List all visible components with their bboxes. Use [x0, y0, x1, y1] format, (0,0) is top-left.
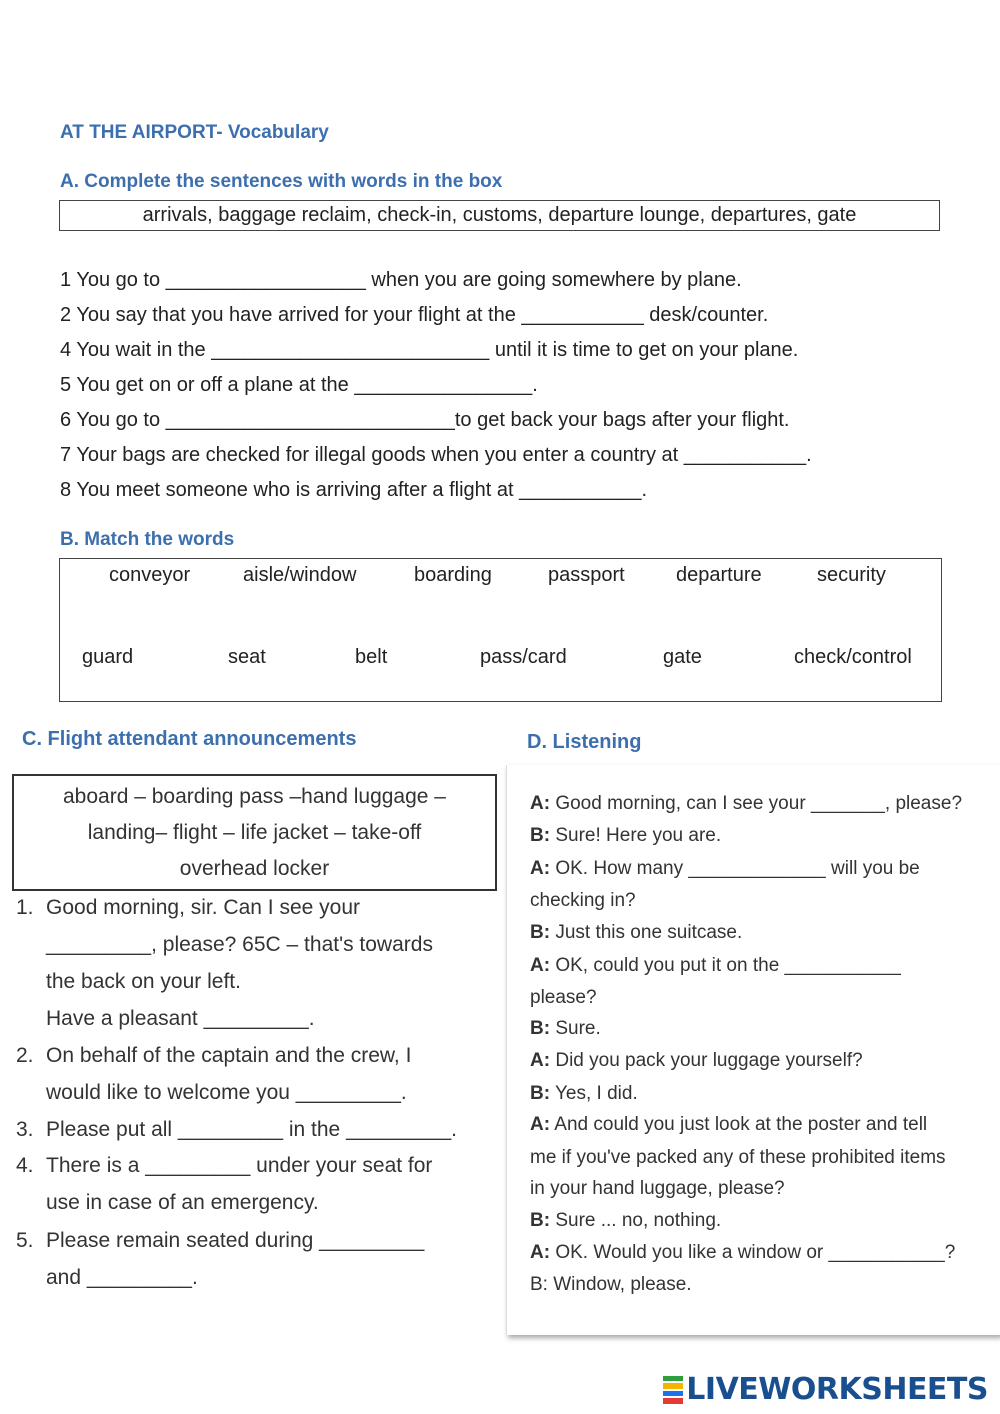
dialogue-line — [530, 793, 962, 815]
dialogue-line — [530, 1178, 785, 1200]
speaker: A: — [530, 1050, 551, 1071]
dialogue-text: Just this one suitcase. — [550, 922, 743, 943]
speaker: B: — [530, 1083, 551, 1104]
dialogue-line — [530, 890, 636, 912]
liveworksheets-logo[interactable] — [663, 1372, 988, 1407]
dialogue-line — [530, 1147, 946, 1169]
section-c-heading: C. Flight attendant announcements — [22, 728, 357, 750]
section-a-wordbox: arrivals, baggage reclaim, check-in, customs, departure lounge, departures, gate — [59, 200, 940, 231]
dialogue-text: Did you pack your luggage yourself? — [550, 1050, 863, 1071]
speaker: B: — [530, 1018, 551, 1039]
dialogue-text: And could you just look at the poster and tell — [550, 1114, 928, 1135]
section-b-wordbox — [59, 558, 942, 702]
dialogue-line — [530, 1210, 721, 1232]
dialogue-line — [530, 1018, 601, 1040]
sentence-4: 4 You wait in the _________________________ until it is time to get on your plane. — [60, 339, 799, 361]
match-word: boarding — [414, 564, 492, 586]
dialogue-text: OK, could you put it on the ___________ — [550, 955, 901, 976]
dialogue-line — [530, 1050, 863, 1072]
item-number: 3. — [16, 1118, 34, 1141]
wordbox-line: overhead locker — [179, 857, 330, 880]
match-word: belt — [355, 646, 388, 668]
announcement-line: _________, please? 65C – that's towards — [46, 933, 433, 956]
logo-text: LIVEWORKSHEETS — [686, 1372, 988, 1407]
announcement-line: and _________. — [46, 1266, 198, 1289]
sentence-1: 1 You go to __________________ when you are going somewhere by plane. — [60, 269, 742, 291]
dialogue-line — [530, 955, 901, 977]
sentence-5: 5 You get on or off a plane at the ________________. — [60, 374, 538, 396]
match-word: seat — [228, 646, 266, 668]
announcement-line: Have a pleasant _________. — [46, 1007, 315, 1030]
speaker: A: — [530, 1242, 551, 1263]
announcement-line: Good morning, sir. Can I see your — [46, 896, 360, 919]
announcement-line: There is a _________ under your seat for — [46, 1154, 433, 1177]
match-word: check/control — [794, 646, 912, 668]
match-word: conveyor — [109, 564, 191, 586]
dialogue-text: OK. How many _____________ will you be — [550, 858, 920, 879]
dialogue-text: B: Window, please. — [530, 1274, 692, 1295]
liveworksheets-logo-icon — [663, 1376, 683, 1404]
speaker: B: — [530, 825, 551, 846]
match-word: gate — [663, 646, 702, 668]
announcement-line: use in case of an emergency. — [46, 1191, 319, 1214]
dialogue-text: Sure. — [550, 1018, 601, 1039]
dialogue-text: OK. Would you like a window or ___________? — [550, 1242, 956, 1263]
announcement-line: On behalf of the captain and the crew, I — [46, 1044, 412, 1067]
sentence-7: 7 Your bags are checked for illegal goods when you enter a country at ___________. — [60, 444, 812, 466]
announcement-line: would like to welcome you _________. — [46, 1081, 407, 1104]
dialogue-text: in your hand luggage, please? — [530, 1178, 785, 1199]
page-title: AT THE AIRPORT- Vocabulary — [60, 122, 329, 143]
section-d-heading: D. Listening — [527, 731, 642, 753]
item-number: 1. — [16, 896, 34, 919]
dialogue-text: please? — [530, 987, 597, 1008]
match-word: pass/card — [480, 646, 567, 668]
dialogue-line — [530, 922, 742, 944]
section-a-heading: A. Complete the sentences with words in the box — [60, 171, 503, 192]
section-c-wordbox — [12, 774, 497, 891]
dialogue-text: Sure! Here you are. — [550, 825, 722, 846]
speaker: B: — [530, 1210, 551, 1231]
speaker: A: — [530, 1114, 551, 1135]
sentence-2: 2 You say that you have arrived for your flight at the ___________ desk/counter. — [60, 304, 769, 326]
sentence-6: 6 You go to __________________________to get back your bags after your flight. — [60, 409, 790, 431]
dialogue-line — [530, 1083, 638, 1105]
announcement-line: Please remain seated during _________ — [46, 1229, 425, 1252]
speaker: A: — [530, 955, 551, 976]
announcement-line: the back on your left. — [46, 970, 241, 993]
dialogue-text: Sure ... no, nothing. — [550, 1210, 722, 1231]
wordbox-line: aboard – boarding pass –hand luggage – — [63, 785, 446, 808]
announcement-line: Please put all _________ in the _________. — [46, 1118, 458, 1141]
item-number: 4. — [16, 1154, 34, 1177]
dialogue-line — [530, 1242, 955, 1264]
dialogue-text: me if you've packed any of these prohibited items — [530, 1147, 946, 1168]
dialogue-text: checking in? — [530, 890, 636, 911]
speaker: A: — [530, 793, 551, 814]
item-number: 5. — [16, 1229, 34, 1252]
wordbox-line: landing– flight – life jacket – take-off — [87, 821, 422, 844]
section-b-heading: B. Match the words — [60, 529, 235, 550]
dialogue-line — [530, 825, 721, 847]
dialogue-line — [530, 987, 597, 1009]
speaker: B: — [530, 922, 551, 943]
match-word: guard — [82, 646, 134, 668]
dialogue-line — [530, 1114, 927, 1136]
dialogue-line — [530, 858, 920, 880]
sentence-8: 8 You meet someone who is arriving after a flight at ___________. — [60, 479, 648, 501]
dialogue-text: Yes, I did. — [550, 1083, 638, 1104]
match-word: aisle/window — [243, 564, 357, 586]
match-word: departure — [676, 564, 762, 586]
dialogue-text: Good morning, can I see your _______, please? — [550, 793, 963, 814]
match-word: passport — [548, 564, 625, 586]
match-word: security — [817, 564, 886, 586]
speaker: A: — [530, 858, 551, 879]
item-number: 2. — [16, 1044, 34, 1067]
dialogue-line — [530, 1274, 692, 1296]
